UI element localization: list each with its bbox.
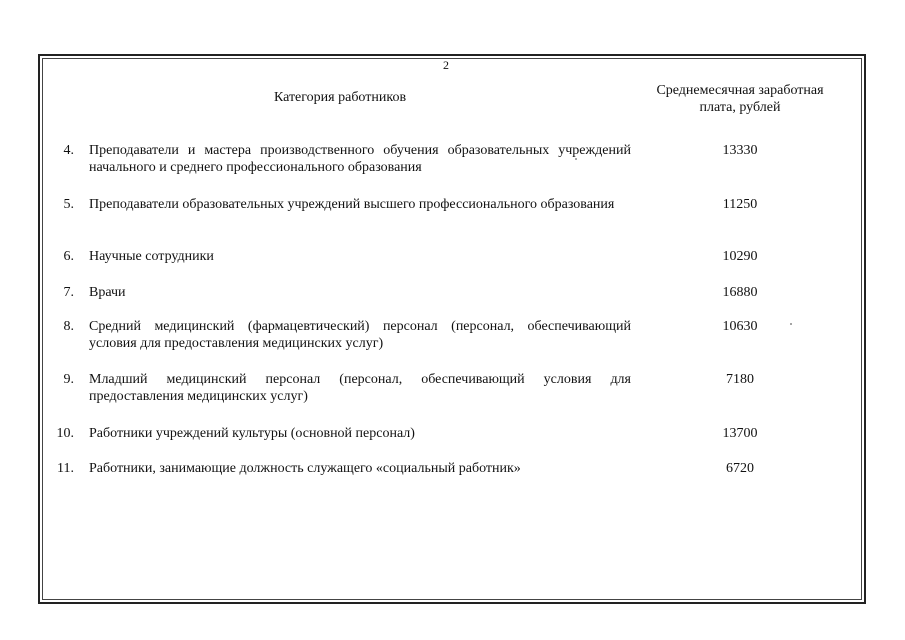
row-category: Преподаватели образовательных учреждений высшего профессионального образования [89, 197, 615, 212]
row-category: Врачи [89, 285, 126, 300]
row-number: 8. [63, 319, 74, 334]
row-category: Преподаватели и мастера производственного обучения образовательных учреждений начального и среднего профессионального образования [89, 143, 631, 175]
row-category: Младший медицинский персонал (персонал, обеспечивающий условия для предоставления медицинских услуг) [89, 372, 631, 404]
row-salary: 13330 [722, 143, 758, 158]
row-salary: 16880 [722, 285, 758, 300]
page-number: 2 [443, 58, 449, 72]
row-category: Работники, занимающие должность служащего «социальный работник» [89, 461, 521, 476]
row-number: 6. [63, 249, 74, 264]
row-salary: 10290 [722, 249, 758, 264]
column-header-salary: Среднемесячная заработная плата, рублей [656, 83, 824, 115]
row-category: Работники учреждений культуры (основной персонал) [89, 426, 415, 441]
row-salary: 6720 [726, 461, 754, 476]
column-header-category: Категория работников [273, 90, 407, 105]
row-number: 4. [63, 143, 74, 158]
row-category: Средний медицинский (фармацевтический) персонал (персонал, обеспечивающий условия для предоставления медицинских услуг) [89, 319, 631, 351]
row-number: 7. [63, 285, 74, 300]
row-salary: 10630 [722, 319, 758, 334]
row-salary: 7180 [726, 372, 754, 387]
row-number: 5. [63, 197, 74, 212]
row-salary: 13700 [722, 426, 758, 441]
row-salary: 11250 [722, 197, 758, 212]
row-number: 9. [63, 372, 74, 387]
scan-speck [575, 158, 577, 160]
row-number: 11. [57, 461, 74, 476]
row-number: 10. [56, 426, 74, 441]
scan-speck [790, 323, 792, 325]
row-category: Научные сотрудники [89, 249, 214, 264]
